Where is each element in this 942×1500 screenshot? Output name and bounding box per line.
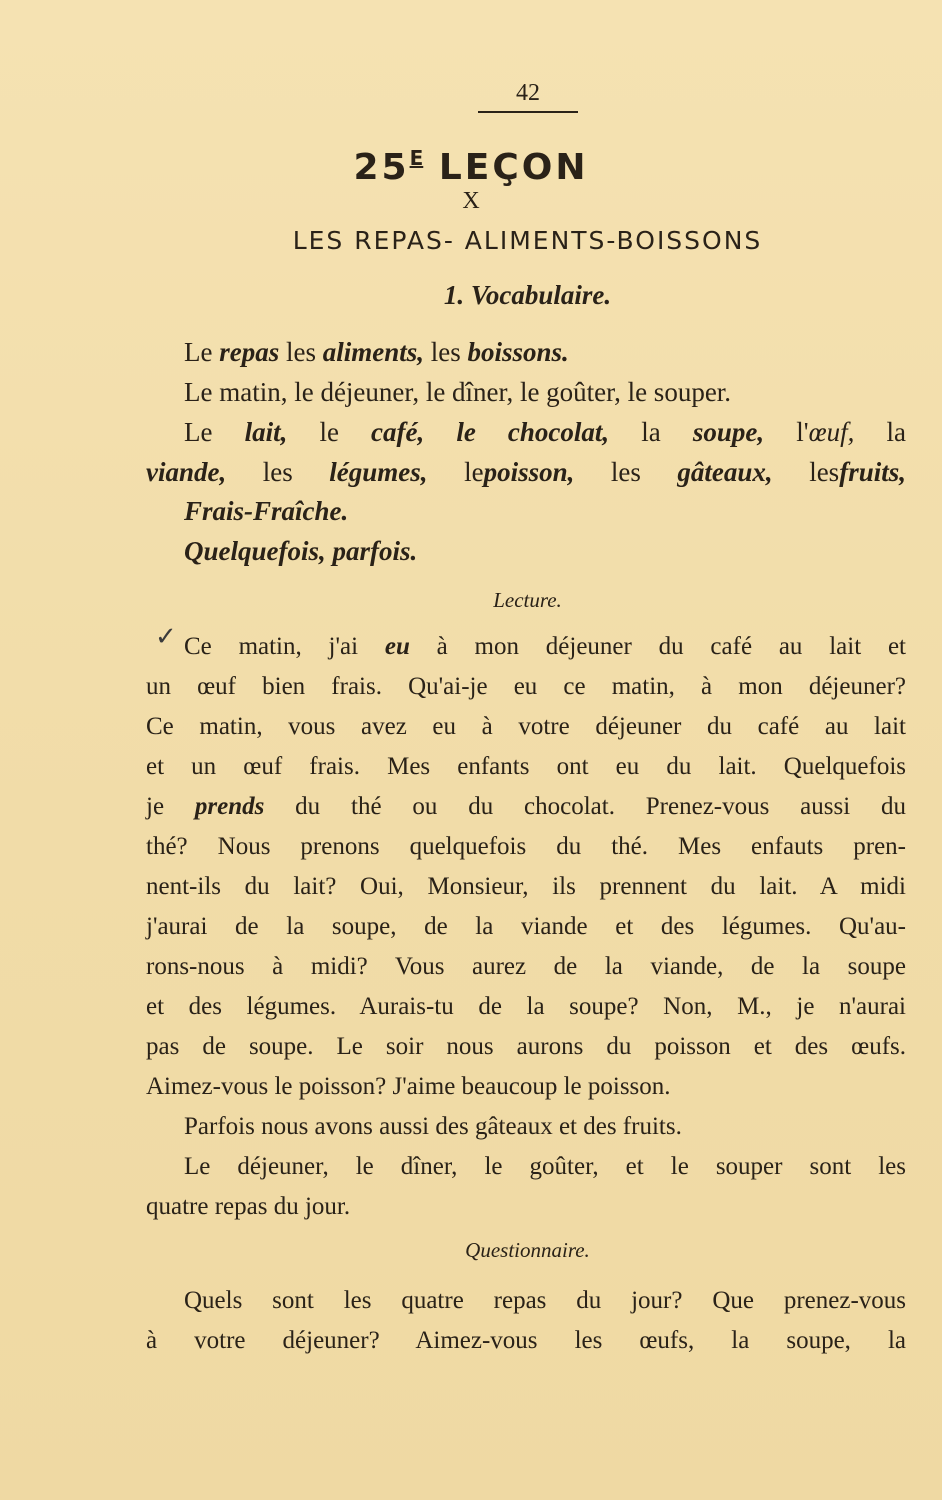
questionnaire-title: Questionnaire.	[465, 1238, 590, 1262]
lecture-line: et un œuf frais. Mes enfants ont eu du lait. Quelquefois	[146, 753, 906, 780]
questionnaire-line: Quels sont les quatre repas du jour? Que prenez-vous	[184, 1287, 906, 1314]
lecture-line: je prends du thé ou du chocolat. Prenez-vous aussi du	[146, 793, 906, 820]
lecture-line: Ce matin, j'ai eu à mon déjeuner du café au lait et	[184, 633, 906, 660]
lecture-line: Ce matin, vous avez eu à votre déjeuner du café au lait	[146, 713, 906, 740]
emphasis-eu: eu	[384, 633, 410, 660]
lecture-title: Lecture.	[493, 588, 562, 612]
chapter-title: LES REPAS- ALIMENTS-BOISSONS	[292, 226, 763, 255]
lecture-line: quatre repas du jour.	[146, 1193, 351, 1220]
page-number: 42	[478, 80, 578, 113]
lesson-title	[0, 146, 942, 188]
vocab-line-6: Quelquefois, parfois.	[184, 536, 418, 566]
lecture-line: thé? Nous prenons quelquefois du thé. Mes enfauts pren-	[146, 833, 906, 860]
lecture-line: pas de soupe. Le soir nous aurons du poisson et des œufs.	[146, 1033, 906, 1060]
lecture-line: j'aurai de la soupe, de la viande et des légumes. Qu'au-	[146, 913, 906, 940]
check-mark-icon: ✓	[155, 622, 177, 652]
lecture-line: Le déjeuner, le dîner, le goûter, et le souper sont les	[184, 1153, 906, 1180]
emphasis-prends: prends	[194, 793, 265, 820]
lecture-line: et des légumes. Aurais-tu de la soupe? Non, M., je n'aurai	[146, 993, 906, 1020]
vocab-line-3: Le lait, le café, le chocolat, la soupe, l'œuf, la	[184, 417, 906, 447]
roman-numeral: X	[462, 188, 480, 214]
lecture-line: nent-ils du lait? Oui, Monsieur, ils prennent du lait. A midi	[146, 873, 906, 900]
lesson-suffix: E	[409, 146, 424, 170]
vocab-line-4: viande, les légumes, lepoisson, les gâteaux, lesfruits,	[146, 457, 906, 487]
vocabulary-title: 1. Vocabulaire.	[443, 280, 612, 310]
vocab-line-2: Le matin, le déjeuner, le dîner, le goûter, le souper.	[184, 377, 732, 407]
vocab-line-1: Le repas les aliments, les boissons.	[184, 337, 569, 367]
vocab-line-5: Frais-Fraîche.	[184, 496, 349, 526]
lecture-line: rons-nous à midi? Vous aurez de la viande, de la soupe	[146, 953, 906, 980]
lesson-number: 25	[353, 147, 410, 188]
lecture-line: Aimez-vous le poisson? J'aime beaucoup le poisson.	[146, 1073, 671, 1100]
lecture-line: un œuf bien frais. Qu'ai-je eu ce matin, à mon déjeuner?	[146, 673, 906, 700]
lecture-line: Parfois nous avons aussi des gâteaux et des fruits.	[184, 1113, 682, 1140]
questionnaire-line: à votre déjeuner? Aimez-vous les œufs, la soupe, la	[146, 1327, 906, 1354]
lesson-word: LEÇON	[438, 147, 589, 188]
